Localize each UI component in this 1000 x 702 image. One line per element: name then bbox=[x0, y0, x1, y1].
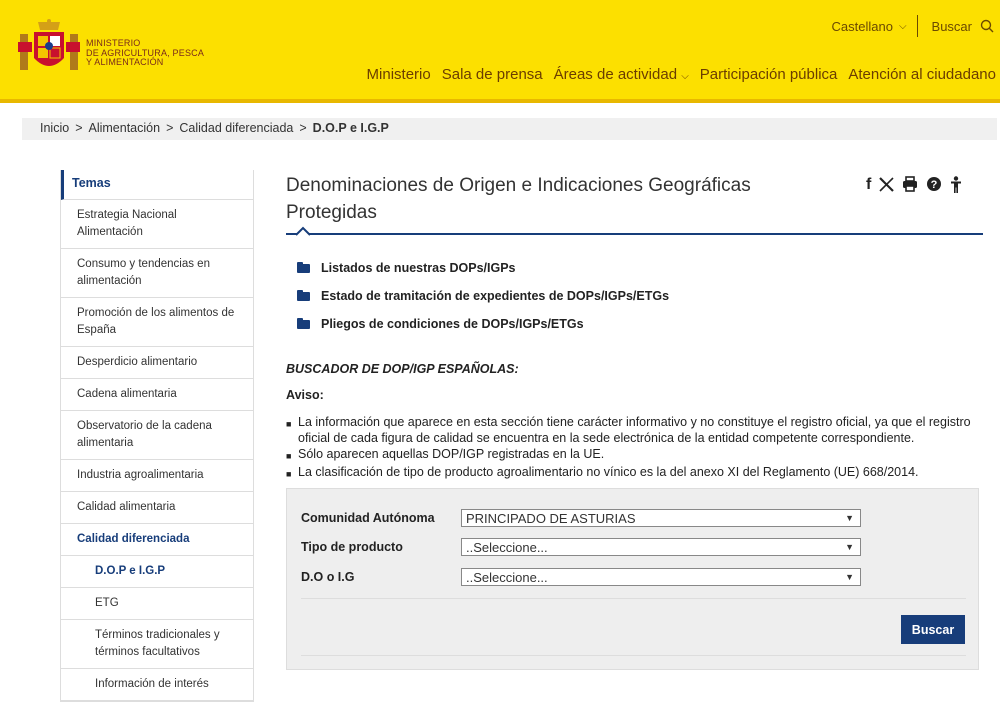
header-utilities bbox=[832, 15, 995, 37]
tipo-producto-label: Tipo de producto bbox=[301, 540, 403, 554]
link-estado-tramitacion[interactable] bbox=[297, 282, 669, 310]
language-selector[interactable] bbox=[832, 15, 918, 37]
form-row-tipo bbox=[301, 538, 861, 556]
accessibility-icon[interactable] bbox=[950, 176, 962, 193]
link-pliegos-label: Pliegos de condiciones de DOPs/IGPs/ETGs bbox=[321, 317, 584, 331]
folder-icon bbox=[297, 320, 310, 329]
chevron-down-icon: ▼ bbox=[845, 513, 854, 523]
list-item bbox=[286, 414, 986, 446]
svg-text:?: ? bbox=[930, 179, 938, 191]
comunidad-label: Comunidad Autónoma bbox=[301, 511, 435, 525]
breadcrumb-current: D.O.P e I.G.P bbox=[312, 121, 389, 135]
title-caret-decoration bbox=[296, 226, 310, 240]
list-item bbox=[286, 464, 986, 482]
folder-icon bbox=[297, 292, 310, 301]
ministry-name bbox=[86, 39, 204, 68]
main-navigation bbox=[367, 66, 996, 83]
link-listados-label: Listados de nuestras DOPs/IGPs bbox=[321, 261, 516, 275]
bullet-icon: ■ bbox=[286, 419, 292, 429]
form-row-comunidad bbox=[301, 509, 861, 527]
sidebar-subitem-informacion[interactable]: Información de interés bbox=[61, 669, 253, 701]
bullet-text: La clasificación de tipo de producto agroalimentario no vínico es la del anexo XI del Reglamento (UE) 668/2014. bbox=[298, 465, 919, 479]
chevron-down-icon: ▼ bbox=[845, 542, 854, 552]
sidebar-item-cadena[interactable]: Cadena alimentaria bbox=[61, 379, 253, 411]
nav-sala-de-prensa[interactable]: Sala de prensa bbox=[441, 66, 543, 83]
sidebar-title: Temas bbox=[61, 170, 253, 200]
breadcrumb-separator: > bbox=[166, 121, 174, 135]
do-ig-select[interactable] bbox=[461, 568, 861, 586]
ministry-line-2: DE AGRICULTURA, PESCA bbox=[86, 47, 205, 58]
nav-participacion-publica[interactable]: Participación pública bbox=[699, 66, 838, 83]
sidebar-item-industria[interactable]: Industria agroalimentaria bbox=[61, 460, 253, 492]
breadcrumb-separator: > bbox=[75, 121, 83, 135]
share-toolbar bbox=[866, 176, 962, 194]
resource-links bbox=[297, 254, 669, 338]
search-icon bbox=[980, 19, 994, 33]
breadcrumb-inicio[interactable]: Inicio bbox=[40, 121, 70, 135]
site-header bbox=[0, 0, 1000, 103]
search-form bbox=[286, 488, 979, 670]
tipo-producto-selected-value: ..Seleccione... bbox=[466, 539, 548, 555]
link-pliegos[interactable] bbox=[297, 310, 669, 338]
folder-icon bbox=[297, 264, 310, 273]
list-item bbox=[286, 446, 986, 464]
bullet-text: La información que aparece en esta sección tiene carácter informativo y no constituye el registro oficial, ya que el registro oficial de cada figura de calidad se encuentra en la sede electrónica de la entidad competente correspondiente. bbox=[298, 415, 971, 445]
bullet-icon: ■ bbox=[286, 451, 292, 461]
search-label: Buscar bbox=[931, 18, 972, 34]
print-icon[interactable] bbox=[902, 176, 918, 192]
chevron-down-icon: ▼ bbox=[845, 572, 854, 582]
breadcrumb-alimentacion[interactable]: Alimentación bbox=[88, 121, 161, 135]
facebook-icon[interactable]: f bbox=[866, 176, 872, 193]
do-ig-selected-value: ..Seleccione... bbox=[466, 569, 548, 585]
x-icon[interactable] bbox=[879, 176, 894, 192]
search-submit-button[interactable]: Buscar bbox=[901, 615, 965, 644]
link-estado-label: Estado de tramitación de expedientes de DOPs/IGPs/ETGs bbox=[321, 289, 670, 303]
header-search[interactable] bbox=[918, 19, 994, 34]
coat-of-arms-logo[interactable] bbox=[18, 18, 80, 80]
sidebar-subitem-terminos[interactable]: Términos tradicionales y términos facultativos bbox=[61, 620, 253, 669]
title-divider bbox=[286, 233, 983, 235]
ministry-line-3: Y ALIMENTACIÓN bbox=[86, 57, 164, 67]
page-title: Denominaciones de Origen e Indicaciones Geográficas Protegidas bbox=[286, 175, 751, 223]
chevron-down-icon: ⌵ bbox=[681, 71, 689, 82]
bullet-text: Sólo aparecen aquellas DOP/IGP registradas en la UE. bbox=[298, 447, 605, 461]
breadcrumb-separator: > bbox=[299, 121, 307, 135]
sidebar-item-calidad-diferenciada[interactable]: Calidad diferenciada bbox=[61, 524, 253, 556]
sidebar-item-observatorio[interactable]: Observatorio de la cadena alimentaria bbox=[61, 411, 253, 460]
sidebar-item-estrategia[interactable]: Estrategia Nacional Alimentación bbox=[61, 200, 253, 249]
nav-areas-label: Áreas de actividad bbox=[553, 66, 678, 83]
aviso-label: Aviso: bbox=[286, 388, 324, 402]
buscador-heading: BUSCADOR DE DOP/IGP ESPAÑOLAS: bbox=[286, 362, 519, 376]
nav-areas-de-actividad[interactable] bbox=[554, 66, 689, 83]
help-icon[interactable] bbox=[926, 176, 942, 192]
comunidad-select[interactable] bbox=[461, 509, 861, 527]
tipo-producto-select[interactable] bbox=[461, 538, 861, 556]
form-divider bbox=[301, 598, 966, 599]
breadcrumb-calidad-diferenciada[interactable]: Calidad diferenciada bbox=[179, 121, 294, 135]
sidebar-subitem-etg[interactable]: ETG bbox=[61, 588, 253, 620]
language-label: Castellano bbox=[831, 18, 893, 34]
sidebar-item-consumo[interactable]: Consumo y tendencias en alimentación bbox=[61, 249, 253, 298]
sidebar-item-desperdicio[interactable]: Desperdicio alimentario bbox=[61, 347, 253, 379]
sidebar-item-calidad-alimentaria[interactable]: Calidad alimentaria bbox=[61, 492, 253, 524]
breadcrumb bbox=[22, 118, 997, 140]
link-listados[interactable] bbox=[297, 254, 669, 282]
do-ig-label: D.O o I.G bbox=[301, 570, 355, 584]
bullet-icon: ■ bbox=[286, 469, 292, 479]
form-row-doig bbox=[301, 568, 861, 586]
form-divider bbox=[301, 655, 966, 656]
chevron-down-icon: ⌵ bbox=[898, 20, 907, 32]
aviso-list bbox=[286, 414, 986, 482]
ministry-line-1: MINISTERIO bbox=[86, 38, 141, 48]
nav-atencion-al-ciudadano[interactable]: Atención al ciudadano bbox=[848, 66, 996, 83]
sidebar-item-promocion[interactable]: Promoción de los alimentos de España bbox=[61, 298, 253, 347]
nav-ministerio[interactable]: Ministerio bbox=[366, 66, 431, 83]
comunidad-selected-value: PRINCIPADO DE ASTURIAS bbox=[466, 510, 636, 526]
sidebar-subitem-dop-igp[interactable]: D.O.P e I.G.P bbox=[61, 556, 253, 588]
sidebar-menu bbox=[60, 170, 254, 702]
